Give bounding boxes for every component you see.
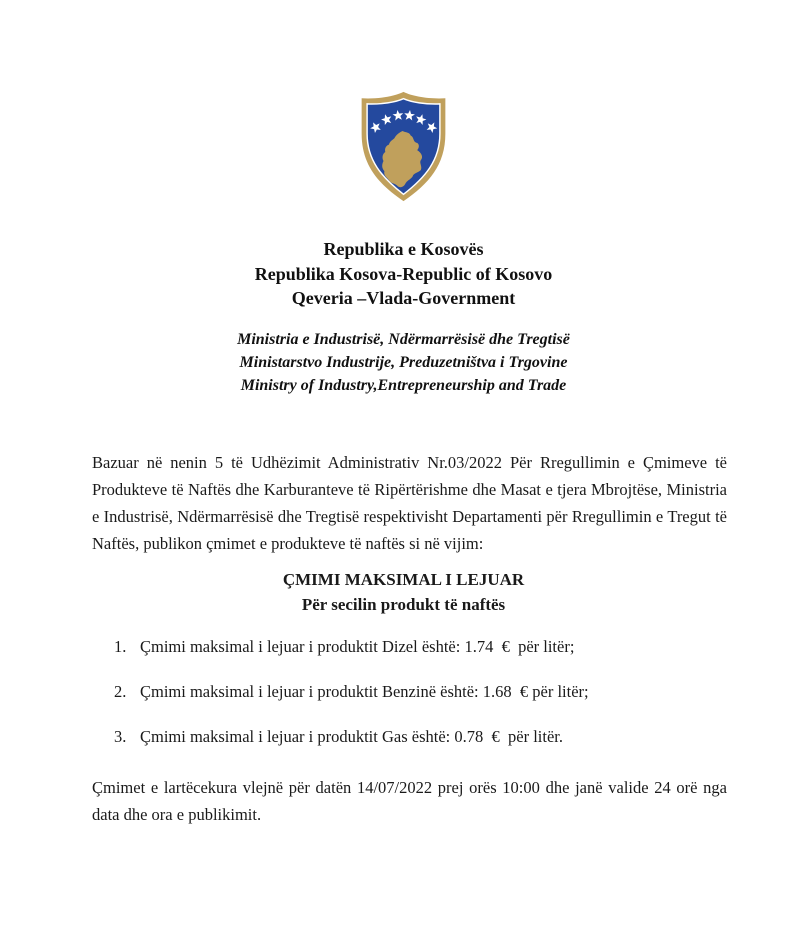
price-item-benzine: [114, 680, 727, 703]
price-item-gas: [114, 725, 727, 748]
list-number: 3.: [114, 726, 127, 746]
ministry-line-sr: Ministarstvo Industrije, Preduzetništva i Trgovine: [239, 353, 568, 371]
kosovo-emblem: [0, 0, 807, 203]
validity-paragraph: Çmimet e lartëcekura vlejnë për datën 14/07/2022 prej orës 10:00 dhe janë valide 24 orë nga data dhe ora e publikimit.: [92, 777, 727, 824]
list-number: 1.: [114, 636, 127, 656]
header-line-government: Qeveria –Vlada-Government: [291, 288, 516, 308]
price-list: [114, 635, 727, 748]
document-heading: [0, 567, 807, 617]
ministry-header: [0, 328, 807, 397]
heading-line-2: Për secilin produkt të naftës: [301, 594, 506, 614]
price-item-text: Çmimi maksimal i lejuar i produktit Benzinë është: 1.68 € për litër;: [140, 681, 589, 701]
intro-paragraph: Bazuar në nenin 5 të Udhëzimit Administrativ Nr.03/2022 Për Rregullimin e Çmimeve të Produkteve të Naftës dhe Karburanteve të Ripërtërishme dhe Masat e tjera Mbrojtëse, Ministria e Industrisë, Ndërmarrësisë dhe Tregtisë respektivisht Departamenti për Rregullimin e Tregut të Naftës, publikon çmimet e produkteve të naftës si në vijim:: [92, 452, 727, 553]
header-line-republic-multi: Republika Kosova-Republic of Kosovo: [254, 263, 553, 284]
government-header: [0, 237, 807, 311]
header-line-republic-sq: Republika e Kosovës: [323, 239, 484, 259]
price-item-dizel: [114, 635, 727, 658]
ministry-line-en: Ministry of Industry,Entrepreneurship and Trade: [240, 376, 567, 394]
heading-line-1: ÇMIMI MAKSIMAL I LEJUAR: [282, 569, 525, 589]
list-number: 2.: [114, 681, 127, 701]
kosovo-coat-of-arms-icon: [358, 90, 449, 203]
price-item-text: Çmimi maksimal i lejuar i produktit Gas është: 0.78 € për litër.: [140, 726, 563, 746]
price-item-text: Çmimi maksimal i lejuar i produktit Dizel është: 1.74 € për litër;: [140, 636, 575, 656]
ministry-line-sq: Ministria e Industrisë, Ndërmarrësisë dhe Tregtisë: [237, 330, 570, 348]
